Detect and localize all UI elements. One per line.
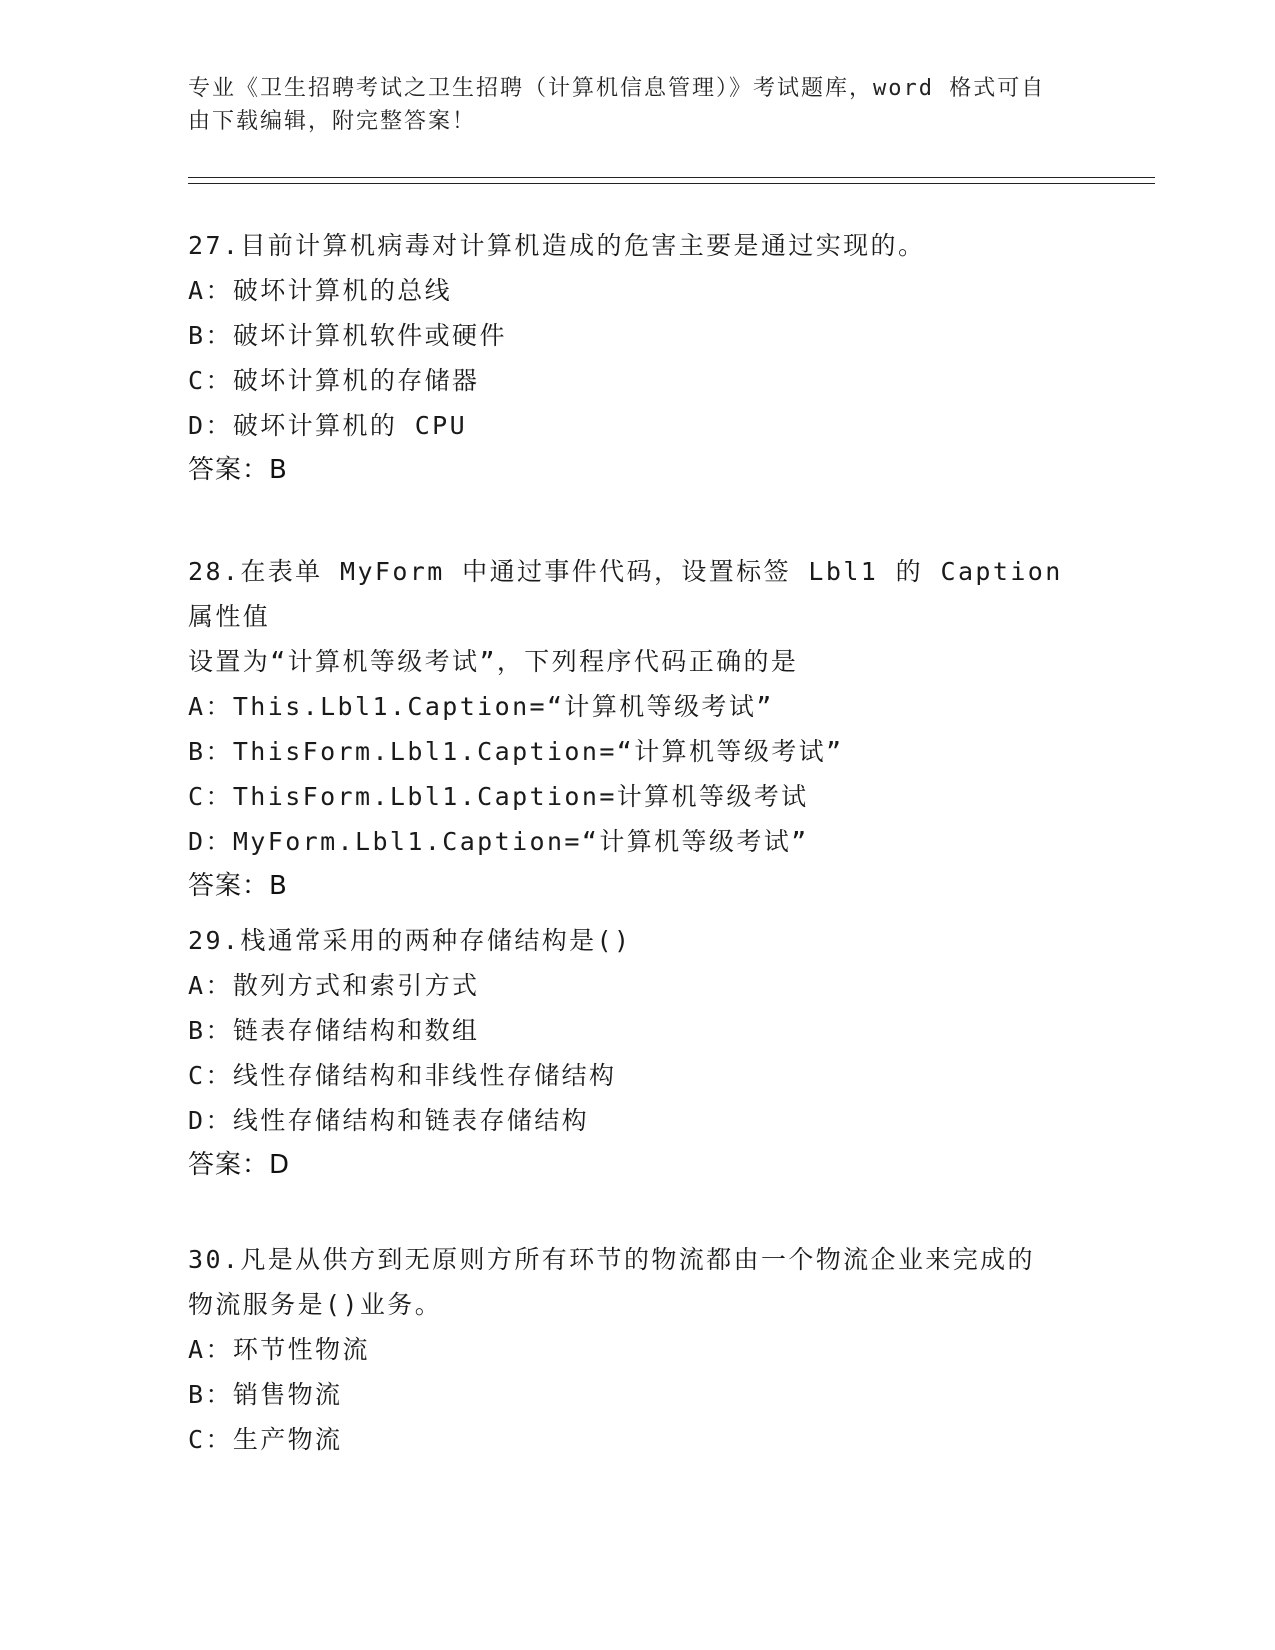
option-c: C：生产物流 xyxy=(188,1425,343,1454)
document-header xyxy=(188,72,1068,138)
question-stem: 30.凡是从供方到无原则方所有环节的物流都由一个物流企业来完成的 xyxy=(188,1245,1035,1274)
option-c: C：线性存储结构和非线性存储结构 xyxy=(188,1061,617,1090)
question-stem-continued: 物流服务是()业务。 xyxy=(188,1290,443,1319)
answer: 答案：D xyxy=(188,1150,291,1180)
question-27 xyxy=(188,223,1088,493)
answer: 答案：B xyxy=(188,455,288,485)
question-stem: 27.目前计算机病毒对计算机造成的危害主要是通过实现的。 xyxy=(188,231,926,260)
header-divider xyxy=(188,177,1155,184)
option-b: B：链表存储结构和数组 xyxy=(188,1016,480,1045)
question-29 xyxy=(188,918,1088,1188)
question-stem: 29.栈通常采用的两种存储结构是() xyxy=(188,926,632,955)
option-c: C：ThisForm.Lbl1.Caption=计算机等级考试 xyxy=(188,782,809,811)
option-a: A：破坏计算机的总线 xyxy=(188,276,453,305)
option-d: D：线性存储结构和链表存储结构 xyxy=(188,1106,590,1135)
option-a: A：This.Lbl1.Caption=“计算机等级考试” xyxy=(188,692,774,721)
option-a: A：环节性物流 xyxy=(188,1335,370,1364)
option-d: D：MyForm.Lbl1.Caption=“计算机等级考试” xyxy=(188,827,809,856)
option-b: B：破坏计算机软件或硬件 xyxy=(188,321,507,350)
option-b: B：销售物流 xyxy=(188,1380,343,1409)
option-b: B：ThisForm.Lbl1.Caption=“计算机等级考试” xyxy=(188,737,844,766)
header-line-1: 专业《卫生招聘考试之卫生招聘（计算机信息管理）》考试题库，word 格式可自 xyxy=(188,76,1046,101)
question-28 xyxy=(188,549,1088,909)
answer: 答案：B xyxy=(188,871,288,901)
option-a: A：散列方式和索引方式 xyxy=(188,971,480,1000)
option-c: C：破坏计算机的存储器 xyxy=(188,366,480,395)
question-30 xyxy=(188,1237,1088,1462)
question-stem: 28.在表单 MyForm 中通过事件代码，设置标签 Lbl1 的 Caption 属性值 xyxy=(188,557,1063,631)
header-line-2: 由下载编辑，附完整答案！ xyxy=(188,109,477,134)
option-d: D：破坏计算机的 CPU xyxy=(188,411,468,440)
question-stem-continued: 设置为“计算机等级考试”，下列程序代码正确的是 xyxy=(188,647,799,676)
